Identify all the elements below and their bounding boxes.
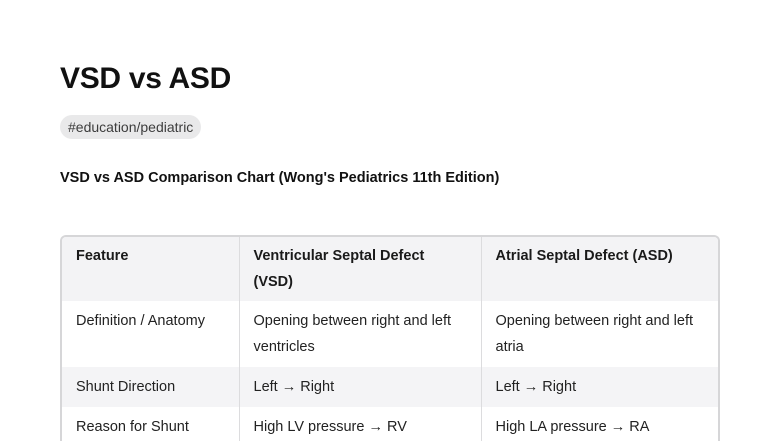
header-vsd: Ventricular Septal Defect (VSD) (239, 237, 481, 301)
comparison-table (60, 235, 720, 441)
cell-vsd: Opening between right and left ventricles (239, 301, 481, 367)
table-row (62, 407, 718, 441)
table-header-row (62, 237, 718, 301)
cell-vsd: High LV pressure → RV (239, 407, 481, 441)
tag-pill[interactable]: #education/pediatric (60, 115, 201, 139)
cell-feature: Definition / Anatomy (62, 301, 239, 367)
cell-asd: Opening between right and left atria (481, 301, 718, 367)
table-caption: VSD vs ASD Comparison Chart (Wong's Pediatrics 11th Edition) (60, 170, 500, 186)
page-title: VSD vs ASD (60, 62, 231, 95)
table-row (62, 301, 718, 367)
cell-asd: Left → Right (481, 367, 718, 407)
cell-feature: Reason for Shunt (62, 407, 239, 441)
header-feature: Feature (62, 237, 239, 301)
table-row (62, 367, 718, 407)
cell-vsd: Left → Right (239, 367, 481, 407)
cell-asd: High LA pressure → RA (481, 407, 718, 441)
cell-feature: Shunt Direction (62, 367, 239, 407)
header-asd: Atrial Septal Defect (ASD) (481, 237, 718, 301)
